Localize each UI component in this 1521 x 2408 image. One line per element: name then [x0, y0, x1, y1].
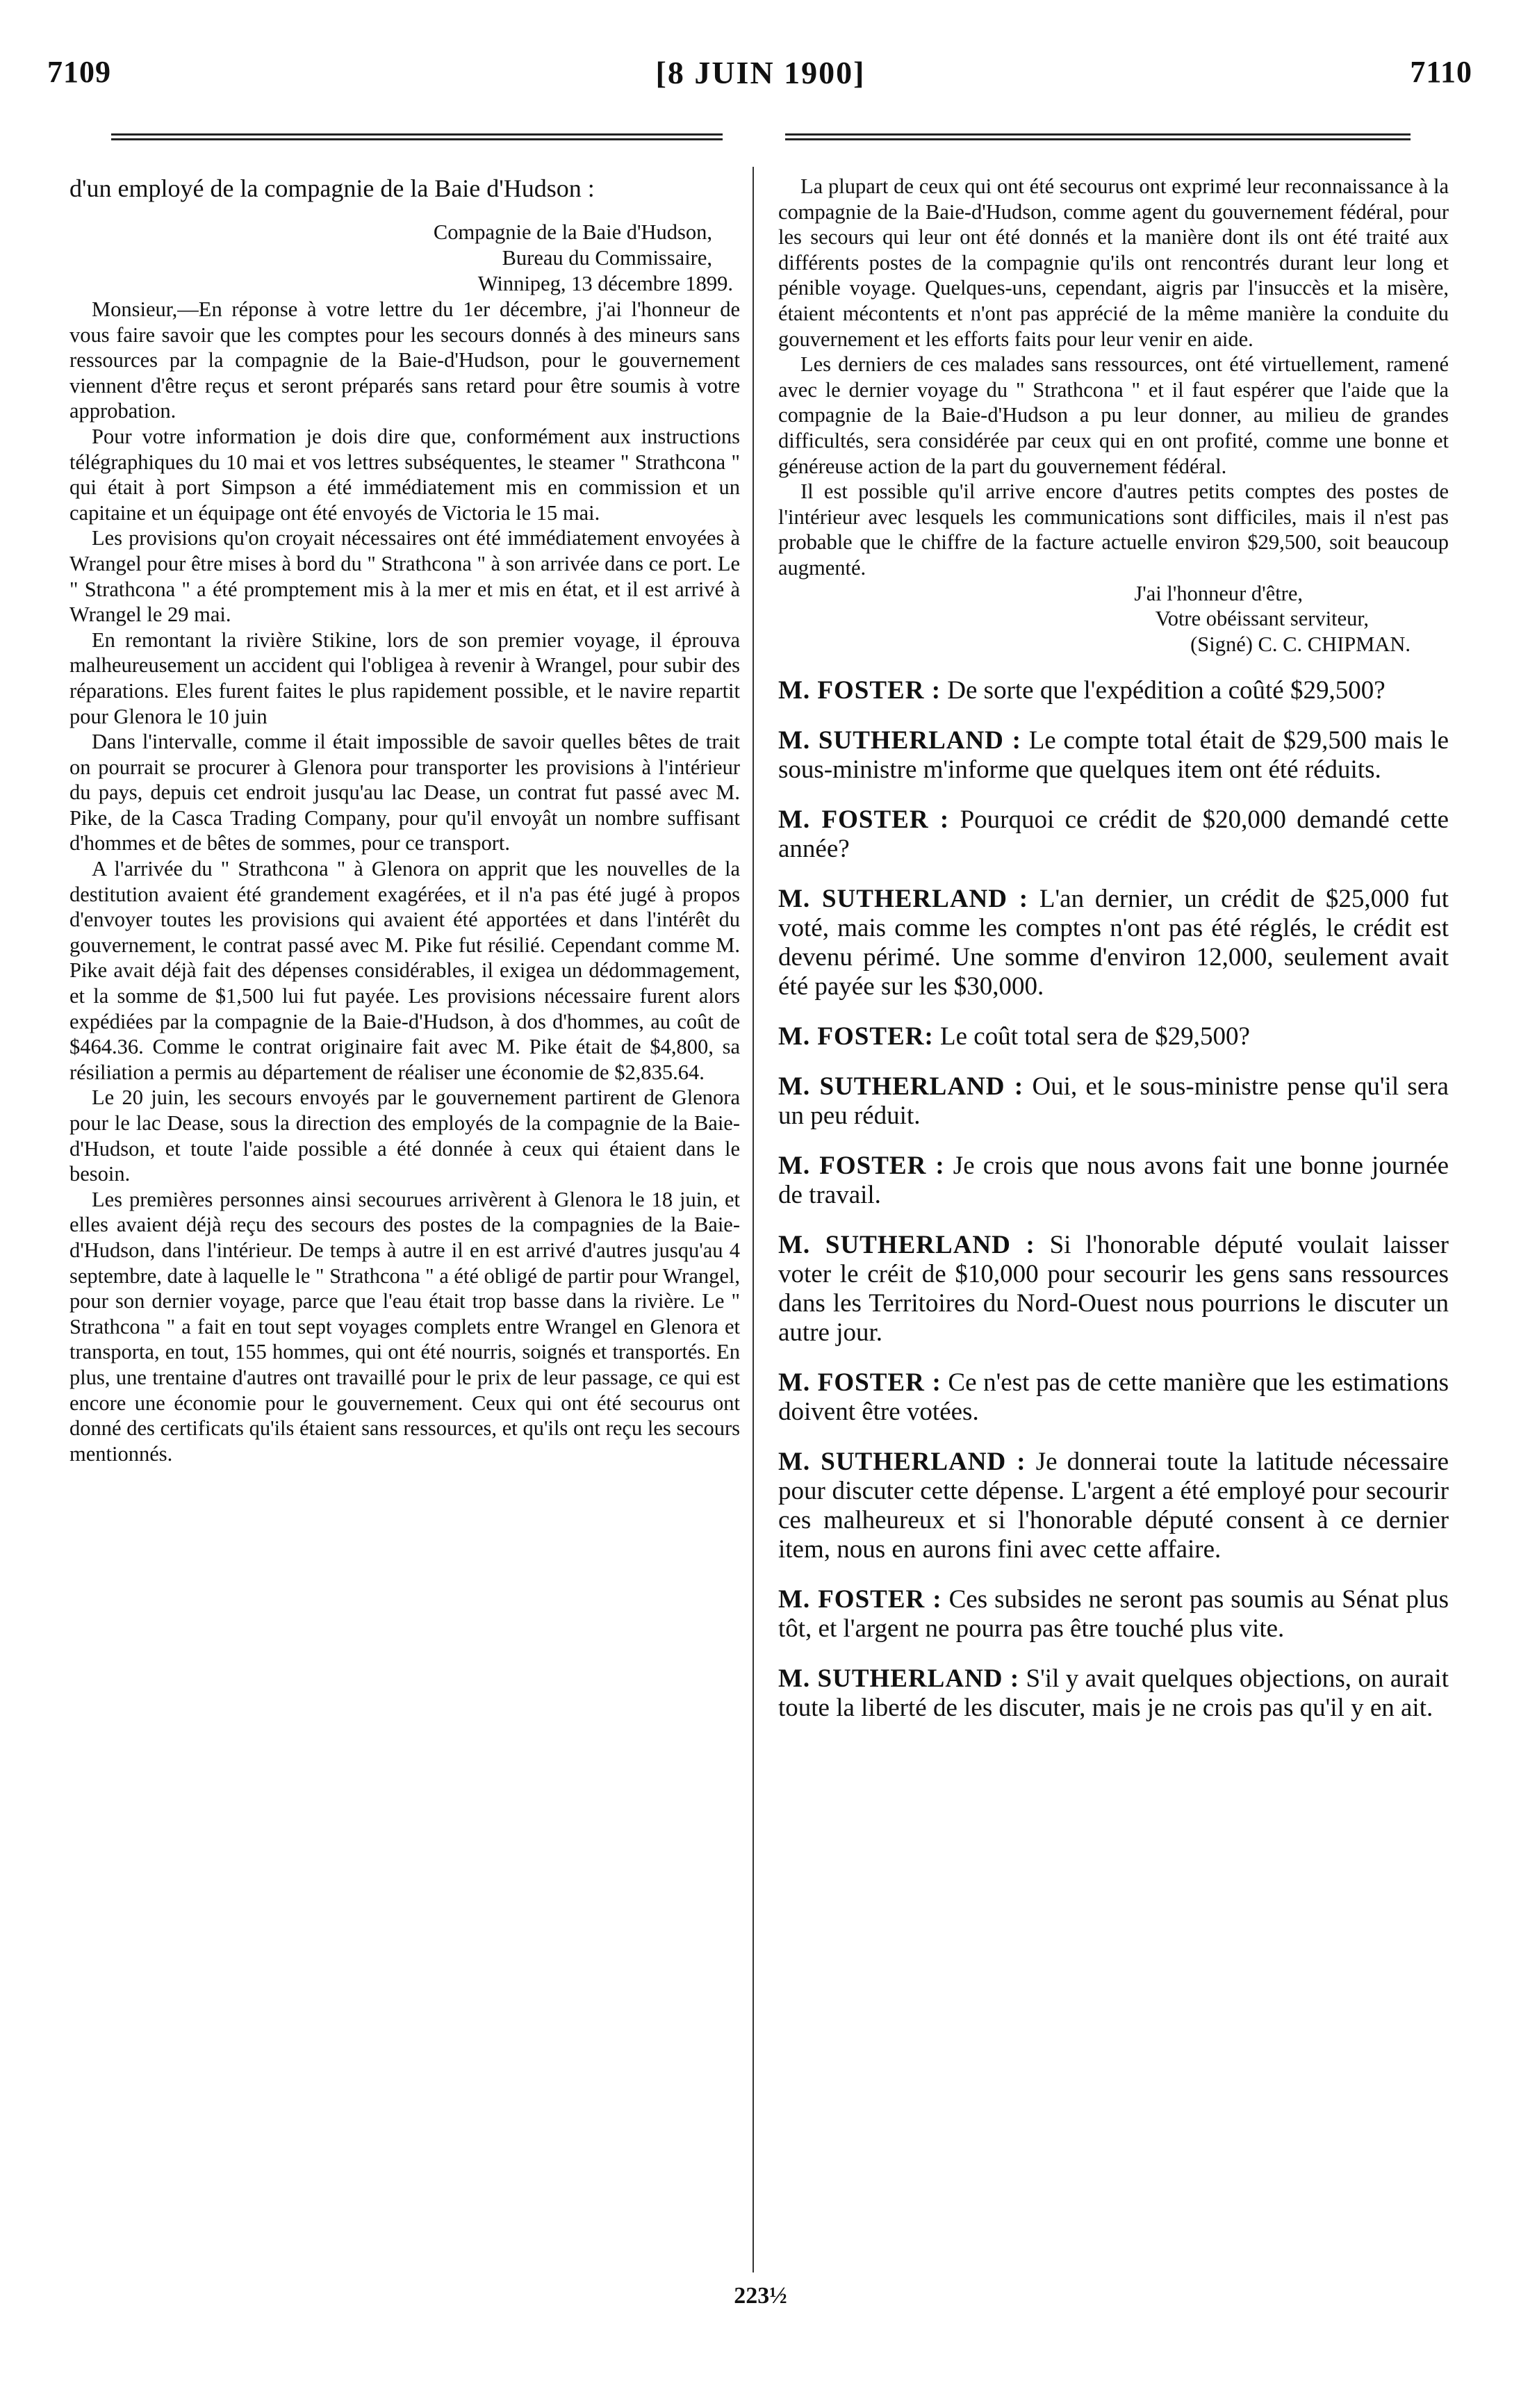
left-column — [69, 174, 740, 1466]
speech-text: S'il y avait quelques objections, on aurait toute la liberté de les discuter, mais je ne crois pas qu'il y en ait. — [778, 1664, 1449, 1723]
debate-entry — [778, 1231, 1449, 1348]
speech-text: De sorte que l'expédition a coûté $29,500? — [941, 676, 1386, 705]
debate-entry — [778, 1152, 1449, 1210]
letter-paragraph: Monsieur,—En réponse à votre lettre du 1er décembre, j'ai l'honneur de vous faire savoir que les comptes pour les secours donnés à des mineurs sans ressources par la compagnie de la Baie-d'Hudson, pour le gouvernement viennent d'être reçus et seront préparés sans retard pour être soumis à votre approbation. — [69, 297, 740, 423]
speech-text: Oui, et le sous-ministre pense qu'il sera un peu réduit. — [778, 1072, 1449, 1131]
debate-entry — [778, 1368, 1449, 1427]
speech-text: L'an dernier, un crédit de $25,000 fut voté, mais comme les comptes n'ont pas été réglés, le crédit est devenu périmé. Une somme d'environ 12,000, seulement avait été payée sur les $30,000. — [778, 885, 1449, 1001]
letter-paragraph: Il est possible qu'il arrive encore d'autres petits comptes des postes de l'intérieur avec lesquels les communications sont difficiles, mais il n'est pas probable que le chiffre de la facture actuelle environ $29,500, soit beaucoup augmenté. — [778, 480, 1449, 580]
debate-entry — [778, 1448, 1449, 1564]
speaker-name: M. FOSTER : — [778, 1585, 942, 1614]
speaker-name: M. FOSTER : — [778, 1368, 942, 1398]
letter-paragraph: Pour votre information je dois dire que, conformément aux instructions télégraphiques du 10 mai et vos lettres subséquentes, le steamer " Strathcona " qui était à port Simpson a été immédiatement mis en commission et un capitaine et un équipage ont été envoyés de Victoria le 15 mai. — [69, 424, 740, 525]
speech-text: Je crois que nous avons fait une bonne journée de travail. — [778, 1152, 1449, 1210]
speaker-name: M. FOSTER : — [778, 1152, 945, 1181]
speaker-name: M. SUTHERLAND : — [778, 885, 1029, 914]
speaker-name: M. SUTHERLAND : — [778, 1448, 1026, 1477]
speech-text: Si l'honorable député voulait laisser voter le créit de $10,000 pour secourir les gens sans ressources dans les Territoires du Nord-Ouest nous pourrions le discuter un autre jour. — [778, 1231, 1449, 1348]
letter-paragraph: En remontant la rivière Stikine, lors de son premier voyage, il éprouva malheureusement un accident qui l'obligea à revenir à Wrangel, pour subir des réparations. Eles furent faites le plus rapidement possible, et le navire repartit pour Glenora le 10 juin — [69, 628, 740, 728]
letter-paragraph: Les premières personnes ainsi secourues arrivèrent à Glenora le 18 juin, et elles avaient déjà reçu des secours des postes de la compagnies de la Baie-d'Hudson, dans l'intérieur. De temps à autre il en est arrivé d'autres jusqu'au 4 septembre, date à laquelle le " Strathcona " a été obligé de partir pour Wrangel, pour son dernier voyage, parce que l'eau était trop basse dans la rivière. Le " Strathcona " a fait en tout sept voyages complets entre Wrangel en Glenora et transporta, en tout, 155 hommes, qui ont été nourris, soignés et transportés. En plus, une trentaine d'autres ont travaillé pour le prix de leur passage, ce qui est encore une économie pour le gouvernement. Ceux qui ont été secourus ont donné des certificats qu'ils étaient sans ressources, et qu'ils ont reçu les secours mentionnés. — [69, 1187, 740, 1466]
header-rule-right — [785, 133, 1411, 140]
debate-entry — [778, 726, 1449, 785]
speaker-name: M. FOSTER : — [778, 805, 950, 835]
speaker-name: M. SUTHERLAND : — [778, 726, 1021, 755]
letter-paragraph: A l'arrivée du " Strathcona " à Glenora on apprit que les nouvelles de la destitution avaient été grandement exagérées, et il n'a pas été jugé à propos d'envoyer toutes les provisions qui avaient été apportées et dans l'intérêt du gouvernement, le contrat passé avec M. Pike fut résilié. Cependant comme M. Pike avait déjà fait des dépenses considérables, il exigea un dédommagement, et la somme de $1,500 lui fut payée. Les provisions nécessaire furent alors expédiées par la compagnie de la Baie-d'Hudson, à dos d'hommes, au coût de $464.36. Comme le contrat originaire fait avec M. Pike était de $4,800, sa résiliation a permis au département de réaliser une économie de $2,835.64. — [69, 857, 740, 1084]
header-rule-left — [111, 133, 723, 140]
signature-name: (Signé) C. C. CHIPMAN. — [1190, 632, 1411, 656]
signature-closing: J'ai l'honneur d'être, — [1134, 581, 1303, 605]
header-date: [8 JUIN 1900] — [655, 55, 866, 90]
letter-paragraph: Les provisions qu'on croyait nécessaires ont été immédiatement envoyées à Wrangel pour être mises à bord du " Strathcona " à son arrivée dans ce port. Le " Strathcona " a été promptement mis à la mer et mis en état, et il est arrivé à Wrangel le 29 mai. — [69, 526, 740, 627]
speech-text: Ces subsides ne seront pas soumis au Sénat plus tôt, et l'argent ne pourra pas être touché plus vite. — [778, 1585, 1449, 1644]
letter-paragraph: Dans l'intervalle, comme il était impossible de savoir quelles bêtes de trait on pourrait se procurer à Glenora pour transporter les provisions à l'intérieur du pays, depuis cet endroit jusqu'au lac Dease, un contrat fut passé avec M. Pike, de la Casca Trading Company, pour qu'il envoyât un nombre suffisant d'hommes et de bêtes de sommes, pour ce transport. — [69, 730, 740, 855]
speech-text: Je donnerai toute la latitude nécessaire pour discuter cette dépense. L'argent a été employé pour secourir ces malheureux et si l'honorable député consent à ce dernier item, nous en aurons fini avec cette affaire. — [778, 1448, 1449, 1564]
speaker-name: M. SUTHERLAND : — [778, 1231, 1035, 1260]
letter-address-line: Compagnie de la Baie d'Hudson, — [433, 220, 712, 244]
speaker-name: M. FOSTER : — [778, 676, 942, 705]
debate-entry — [778, 1022, 1449, 1051]
letter-date-line: Winnipeg, 13 décembre 1899. — [477, 272, 733, 295]
page-header — [0, 54, 1521, 110]
letter-paragraph: La plupart de ceux qui ont été secourus ont exprimé leur reconnaissance à la compagnie de la Baie-d'Hudson, comme agent du gouvernement fédéral, pour les secours qui leur ont été donnés et la manière dont ils ont été traité aux différents postes de la compagnie qu'ils ont rencontrés durant leur long et pénible voyage. Quelques-uns, cependant, aigris par l'insuccès et la misère, étaient mécontents et n'ont pas apprécié de la même manière la conduite du gouvernement et les efforts faits pour leur venir en aide. — [778, 174, 1449, 351]
speech-text: Ce n'est pas de cette manière que les estimations doivent être votées. — [778, 1368, 1449, 1427]
signature-closing: Votre obéissant serviteur, — [1155, 607, 1369, 631]
debate-entry — [778, 676, 1449, 705]
speaker-name: M. FOSTER: — [778, 1022, 934, 1051]
page-number-left: 7109 — [47, 55, 111, 89]
debate-entry — [778, 1664, 1449, 1723]
debate-entry — [778, 1072, 1449, 1131]
page-folio: 223½ — [734, 2283, 787, 2309]
letter-address-line: Bureau du Commissaire, — [502, 246, 712, 270]
debate-entry — [778, 885, 1449, 1001]
lead-line: d'un employé de la compagnie de la Baie d'Hudson : — [69, 174, 595, 202]
speaker-name: M. SUTHERLAND : — [778, 1664, 1020, 1694]
debate-entry — [778, 1585, 1449, 1644]
column-divider — [753, 167, 754, 2272]
speech-text: Le coût total sera de $29,500? — [933, 1022, 1250, 1051]
speech-text: Pourquoi ce crédit de $20,000 demandé cette année? — [778, 805, 1449, 864]
letter-paragraph: Le 20 juin, les secours envoyés par le gouvernement partirent de Glenora pour le lac Dease, sous la direction des employés de la compagnie de la Baie-d'Hudson, et toute l'aide possible a été donnée à ceux qui étaient dans le besoin. — [69, 1086, 740, 1186]
letter-paragraph: Les derniers de ces malades sans ressources, ont été virtuellement, ramené avec le dernier voyage du " Strathcona " et il faut espérer que l'aide que la compagnie de la Baie-d'Hudson a pu leur donner, au milieu de grandes difficultés, sera considérée par ceux qui en ont profité, comme une bonne et généreuse action de la part du gouvernement fédéral. — [778, 352, 1449, 478]
speech-text: Le compte total était de $29,500 mais le sous-ministre m'informe que quelques item ont été réduits. — [778, 726, 1449, 785]
debate-entry — [778, 805, 1449, 864]
speaker-name: M. SUTHERLAND : — [778, 1072, 1024, 1101]
right-column — [778, 174, 1449, 1744]
page-number-right: 7110 — [1410, 55, 1472, 89]
